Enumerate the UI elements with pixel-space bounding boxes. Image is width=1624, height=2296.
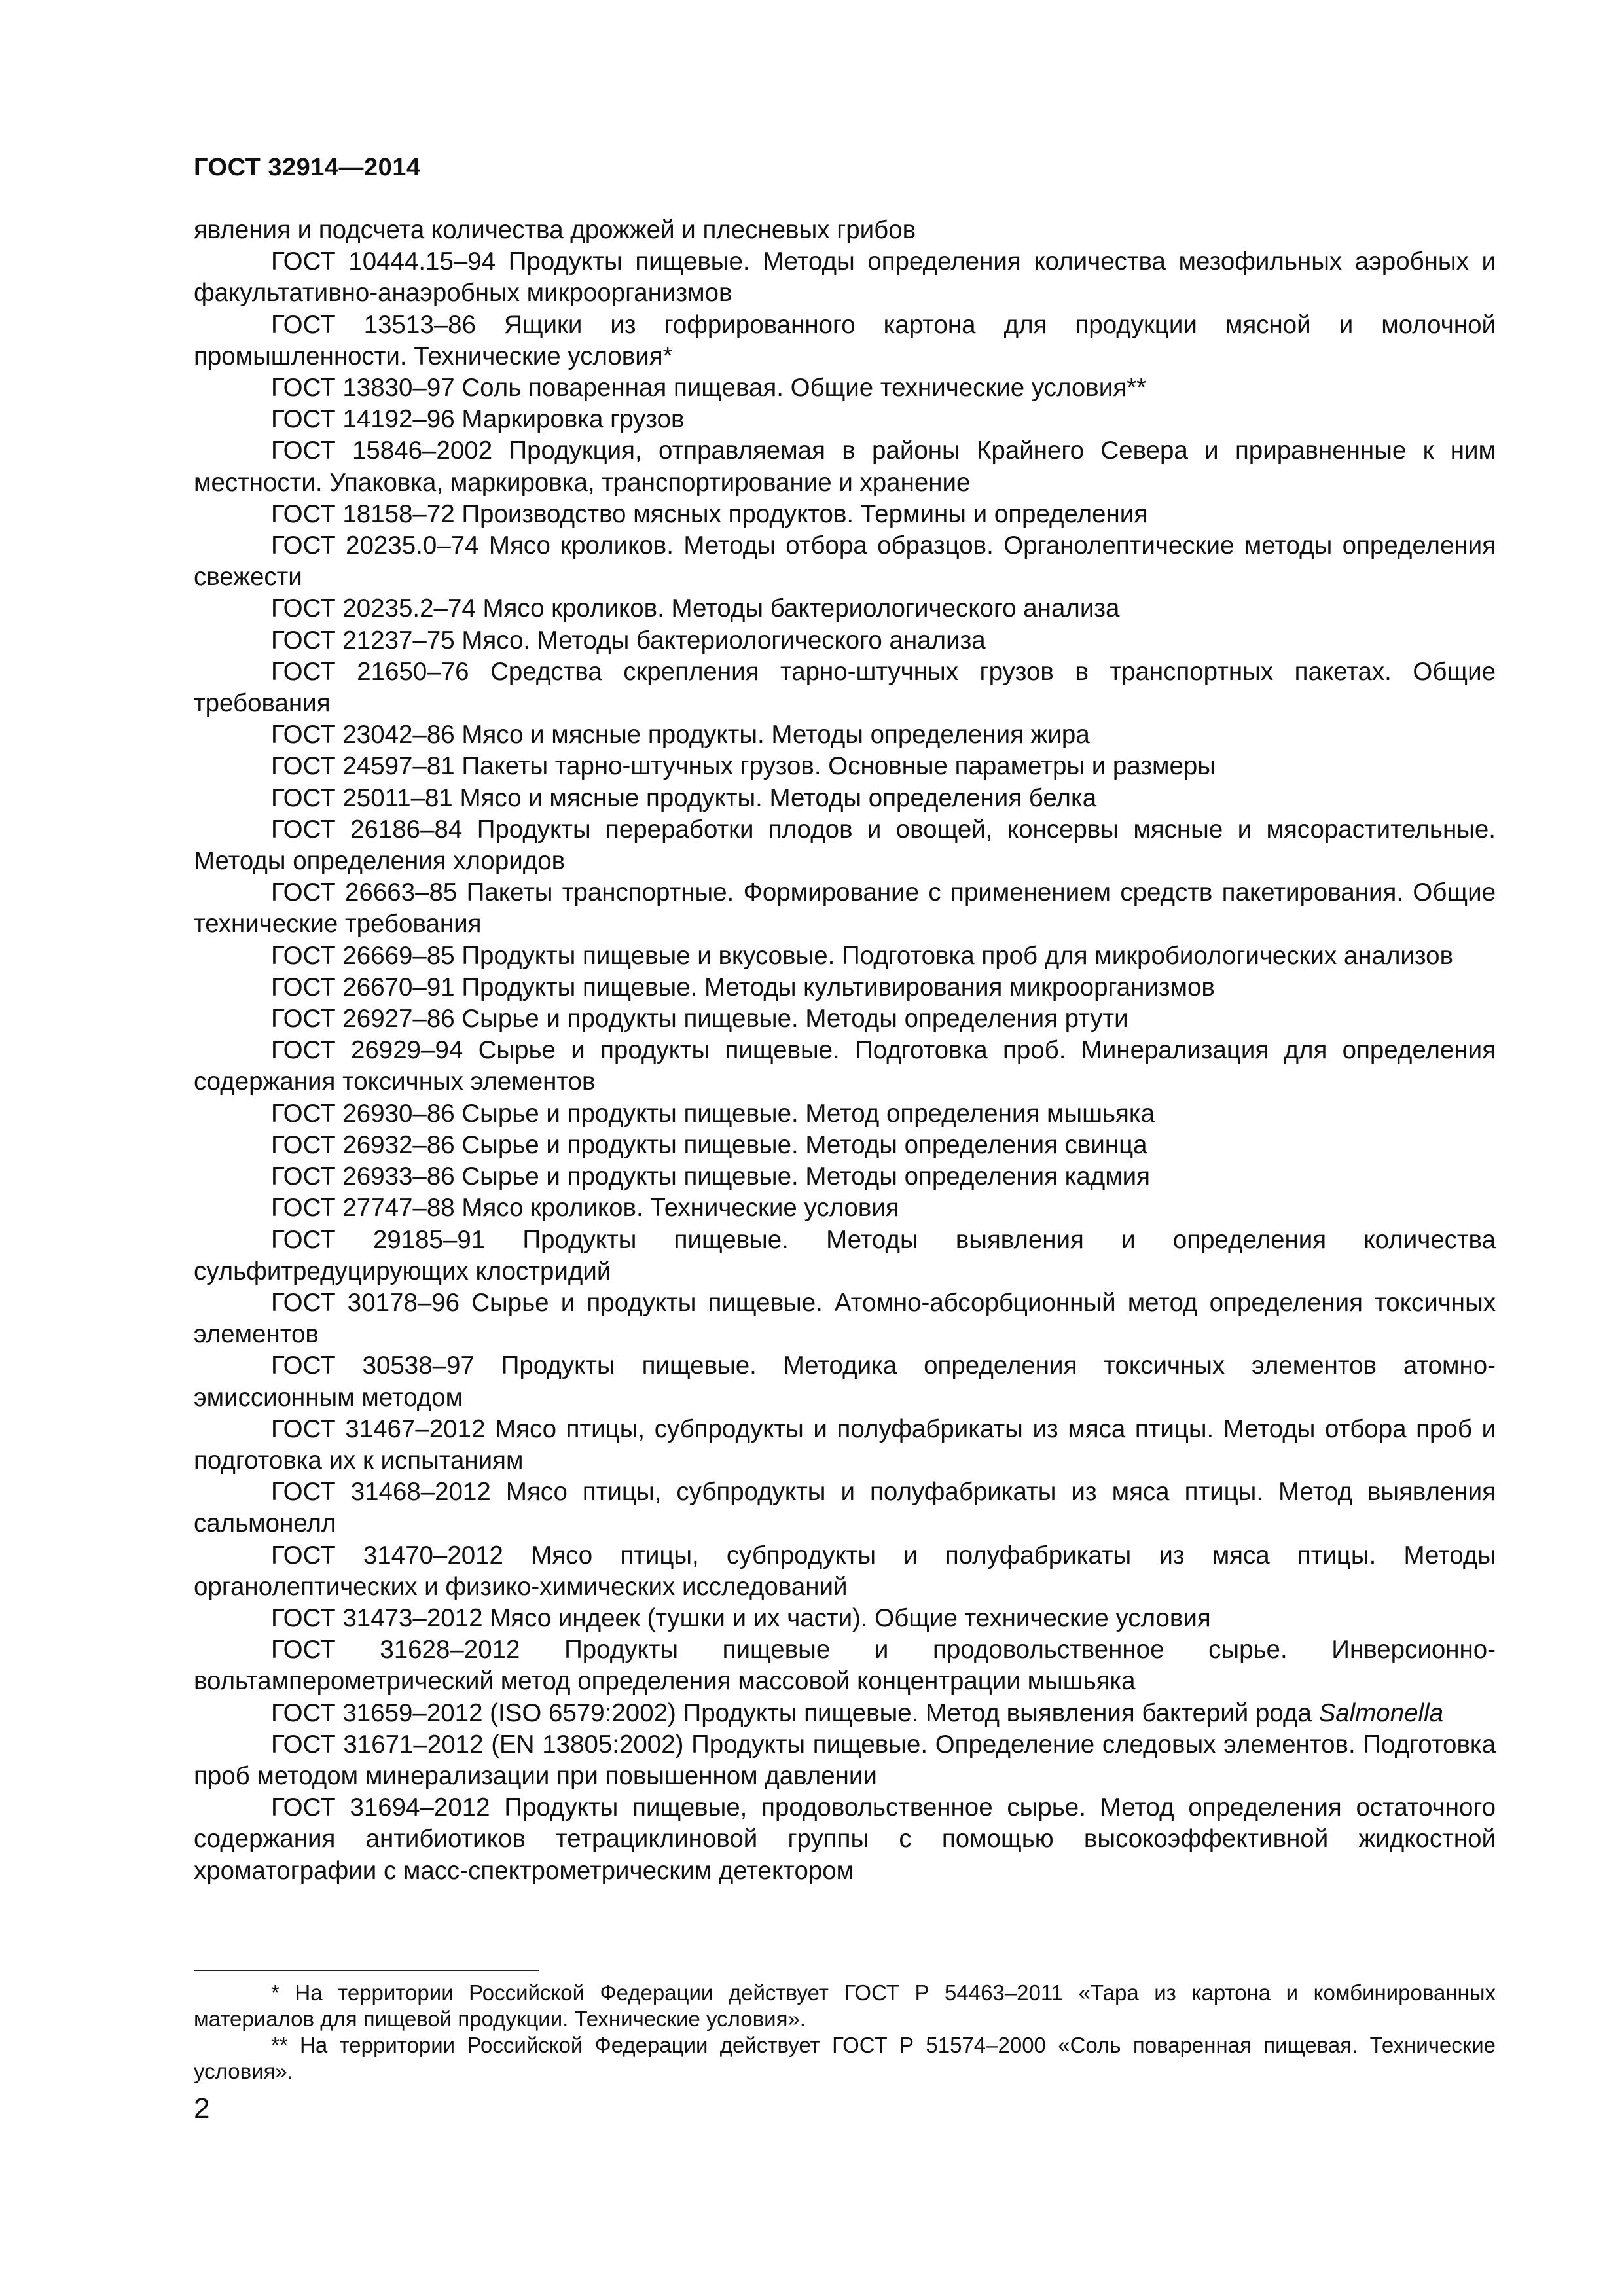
- reference-paragraph: [194, 246, 1496, 309]
- reference-text: ГОСТ 24597–81 Пакеты тарно-штучных грузов. Основные параметры и размеры: [271, 752, 1216, 781]
- reference-text: ГОСТ 26670–91 Продукты пищевые. Методы культивирования микроорганизмов: [271, 973, 1215, 1001]
- reference-text: ГОСТ 26933–86 Сырье и продукты пищевые. Методы определения кадмия: [271, 1162, 1151, 1191]
- reference-paragraph: [194, 625, 1496, 656]
- reference-text: ГОСТ 26929–94 Сырье и продукты пищевые. Подготовка проб. Минерализация для определения содержания токсичных элементов: [194, 1036, 1496, 1096]
- reference-paragraph: [194, 372, 1496, 404]
- footnote-separator: [194, 1970, 539, 1971]
- reference-paragraph: [194, 530, 1496, 593]
- reference-paragraph: [194, 1698, 1496, 1729]
- reference-paragraph: [194, 1161, 1496, 1193]
- reference-paragraph: [194, 1035, 1496, 1098]
- reference-text: ГОСТ 31470–2012 Мясо птицы, субпродукты и полуфабрикаты из мяса птицы. Методы органолептических и физико-химических исследований: [194, 1541, 1496, 1601]
- reference-paragraph: [194, 814, 1496, 877]
- reference-text: ГОСТ 26186–84 Продукты переработки плодов и овощей, консервы мясные и мясорастительные. Методы определения хлоридов: [194, 815, 1496, 876]
- reference-text: ГОСТ 31659–2012 (ISO 6579:2002) Продукты пищевые. Метод выявления бактерий рода: [271, 1698, 1312, 1727]
- reference-text: ГОСТ 31468–2012 Мясо птицы, субпродукты и полуфабрикаты из мяса птицы. Метод выявления сальмонелл: [194, 1478, 1496, 1538]
- reference-text: ГОСТ 14192–96 Маркировка грузов: [271, 405, 685, 434]
- footnote: ** На территории Российской Федерации действует ГОСТ Р 51574–2000 «Соль поваренная пищевая. Технические условия».: [194, 2033, 1496, 2083]
- reference-paragraph: [194, 656, 1496, 719]
- reference-paragraph: [194, 1003, 1496, 1035]
- reference-paragraph: [194, 1540, 1496, 1603]
- reference-paragraph: [194, 593, 1496, 624]
- reference-paragraph: [194, 1130, 1496, 1161]
- reference-paragraph: [194, 719, 1496, 751]
- reference-paragraph: [194, 1634, 1496, 1697]
- reference-text: ГОСТ 13830–97 Соль поваренная пищевая. Общие технические условия**: [271, 374, 1147, 403]
- footnote: * На территории Российской Федерации действует ГОСТ Р 54463–2011 «Тара из картона и комбинированных материалов для пищевой продукции. Технические условия».: [194, 1981, 1496, 2031]
- reference-paragraph: [194, 215, 1496, 246]
- reference-text: ГОСТ 31467–2012 Мясо птицы, субпродукты и полуфабрикаты из мяса птицы. Методы отбора проб и подготовка их к испытаниям: [194, 1414, 1496, 1475]
- reference-text: ГОСТ 20235.2–74 Мясо кроликов. Методы бактериологического анализа: [271, 594, 1120, 623]
- reference-paragraph: [194, 435, 1496, 498]
- reference-text: ГОСТ 31628–2012 Продукты пищевые и продовольственное сырье. Инверсионно-вольтамперометрический метод определения массовой концентрации мышьяка: [194, 1636, 1496, 1696]
- references-list: [194, 215, 1496, 1887]
- reference-text: ГОСТ 18158–72 Производство мясных продуктов. Термины и определения: [271, 499, 1148, 528]
- reference-paragraph: [194, 1477, 1496, 1539]
- reference-paragraph: [194, 1350, 1496, 1413]
- footnotes: [194, 1980, 1496, 2085]
- reference-paragraph: [194, 877, 1496, 940]
- reference-text: ГОСТ 29185–91 Продукты пищевые. Методы выявления и определения количества сульфитредуцирующих клостридий: [194, 1225, 1496, 1285]
- reference-text: ГОСТ 21237–75 Мясо. Методы бактериологического анализа: [271, 626, 986, 655]
- reference-paragraph: [194, 1603, 1496, 1634]
- reference-text: ГОСТ 20235.0–74 Мясо кроликов. Методы отбора образцов. Органолептические методы определения свежести: [194, 531, 1496, 592]
- reference-text: ГОСТ 15846–2002 Продукция, отправляемая в районы Крайнего Севера и приравненные к ним местности. Упаковка, маркировка, транспортирование и хранение: [194, 437, 1496, 497]
- reference-text: ГОСТ 26663–85 Пакеты транспортные. Формирование с применением средств пакетирования. Общие технические требования: [194, 878, 1496, 939]
- reference-paragraph: [194, 1729, 1496, 1792]
- reference-text: ГОСТ 31473–2012 Мясо индеек (тушки и их части). Общие технические условия: [271, 1604, 1211, 1632]
- reference-paragraph: [194, 1414, 1496, 1477]
- reference-text: ГОСТ 23042–86 Мясо и мясные продукты. Методы определения жира: [271, 721, 1090, 749]
- document-header: ГОСТ 32914—2014: [194, 154, 421, 181]
- reference-paragraph: [194, 941, 1496, 972]
- reference-paragraph: [194, 1098, 1496, 1130]
- reference-paragraph: [194, 1193, 1496, 1224]
- reference-paragraph: [194, 404, 1496, 435]
- reference-text: ГОСТ 30178–96 Сырье и продукты пищевые. Атомно-абсорбционный метод определения токсичных элементов: [194, 1288, 1496, 1349]
- reference-text: ГОСТ 26932–86 Сырье и продукты пищевые. Методы определения свинца: [271, 1130, 1147, 1159]
- reference-text: ГОСТ 13513–86 Ящики из гофрированного картона для продукции мясной и молочной промышленности. Технические условия*: [194, 310, 1496, 370]
- reference-text: ГОСТ 25011–81 Мясо и мясные продукты. Методы определения белка: [271, 783, 1097, 812]
- reference-paragraph: [194, 1792, 1496, 1887]
- reference-text: ГОСТ 30538–97 Продукты пищевые. Методика определения токсичных элементов атомно-эмиссионным методом: [194, 1352, 1496, 1412]
- reference-paragraph: [194, 310, 1496, 372]
- page-number: 2: [194, 2092, 210, 2125]
- reference-text: ГОСТ 21650–76 Средства скрепления тарно-штучных грузов в транспортных пакетах. Общие требования: [194, 657, 1496, 718]
- reference-text: явления и подсчета количества дрожжей и плесневых грибов: [194, 216, 916, 244]
- reference-paragraph: [194, 1287, 1496, 1350]
- reference-text: ГОСТ 27747–88 Мясо кроликов. Технические условия: [271, 1194, 899, 1223]
- reference-text: ГОСТ 10444.15–94 Продукты пищевые. Методы определения количества мезофильных аэробных и факультативно-анаэробных микроорганизмов: [194, 247, 1496, 308]
- reference-text: ГОСТ 26930–86 Сырье и продукты пищевые. Метод определения мышьяка: [271, 1099, 1155, 1128]
- reference-text: ГОСТ 31671–2012 (EN 13805:2002) Продукты пищевые. Определение следовых элементов. Подготовка проб методом минерализации при повышенном давлении: [194, 1730, 1496, 1790]
- reference-paragraph: [194, 499, 1496, 530]
- reference-paragraph: [194, 751, 1496, 782]
- reference-paragraph: [194, 1225, 1496, 1287]
- reference-text: ГОСТ 31694–2012 Продукты пищевые, продовольственное сырье. Метод определения остаточного содержания антибиотиков тетрациклиновой группы с помощью высокоэффективной жидкостной хроматографии с масс-спектрометрическим детектором: [194, 1793, 1496, 1885]
- reference-italic-term: Salmonella: [1318, 1698, 1444, 1727]
- reference-text: ГОСТ 26669–85 Продукты пищевые и вкусовые. Подготовка проб для микробиологических анализов: [271, 941, 1454, 970]
- reference-text: ГОСТ 26927–86 Сырье и продукты пищевые. Методы определения ртути: [271, 1005, 1128, 1033]
- reference-paragraph: [194, 972, 1496, 1003]
- reference-paragraph: [194, 783, 1496, 814]
